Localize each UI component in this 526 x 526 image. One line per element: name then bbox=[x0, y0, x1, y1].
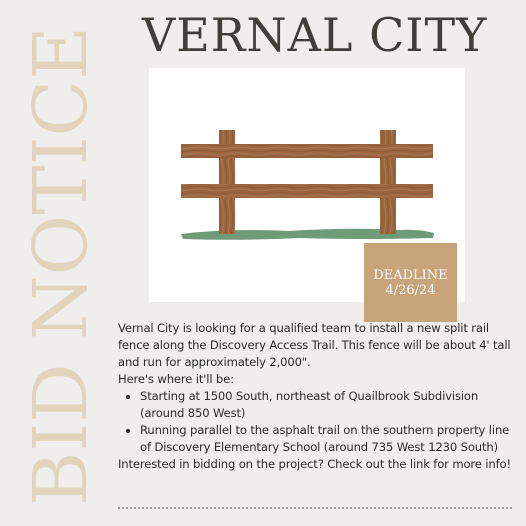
grass-strip bbox=[181, 229, 434, 240]
intro-paragraph: Vernal City is looking for a qualified team to install a new split rail fence along the Discovery Access Trail. This fence will be about 4' tall and run for approximately 2,000". bbox=[118, 321, 511, 369]
side-title-svg bbox=[18, 0, 104, 526]
deadline-date: 4/26/24 bbox=[385, 283, 436, 298]
location-list bbox=[118, 388, 513, 456]
closing-paragraph: Interested in bidding on the project? Check out the link for more info! bbox=[118, 457, 511, 471]
side-title bbox=[18, 0, 104, 526]
fence-rail-top bbox=[181, 144, 433, 158]
dotted-divider bbox=[118, 507, 512, 509]
notice-body bbox=[118, 320, 513, 473]
side-title-text: BID NOTICE bbox=[18, 24, 104, 506]
where-heading: Here's where it'll be: bbox=[118, 372, 234, 386]
fence-rail-bottom bbox=[181, 184, 433, 198]
location-item: • Running parallel to the asphalt trail on the southern property line of Discovery Elementary School (around 735 West 1230 South) bbox=[140, 422, 513, 456]
location-item: • Starting at 1500 South, northeast of Quailbrook Subdivision (around 850 West) bbox=[140, 388, 513, 422]
deadline-label: DEADLINE bbox=[373, 268, 448, 283]
page-title: VERNAL CITY bbox=[142, 8, 488, 62]
deadline-badge bbox=[364, 243, 457, 322]
